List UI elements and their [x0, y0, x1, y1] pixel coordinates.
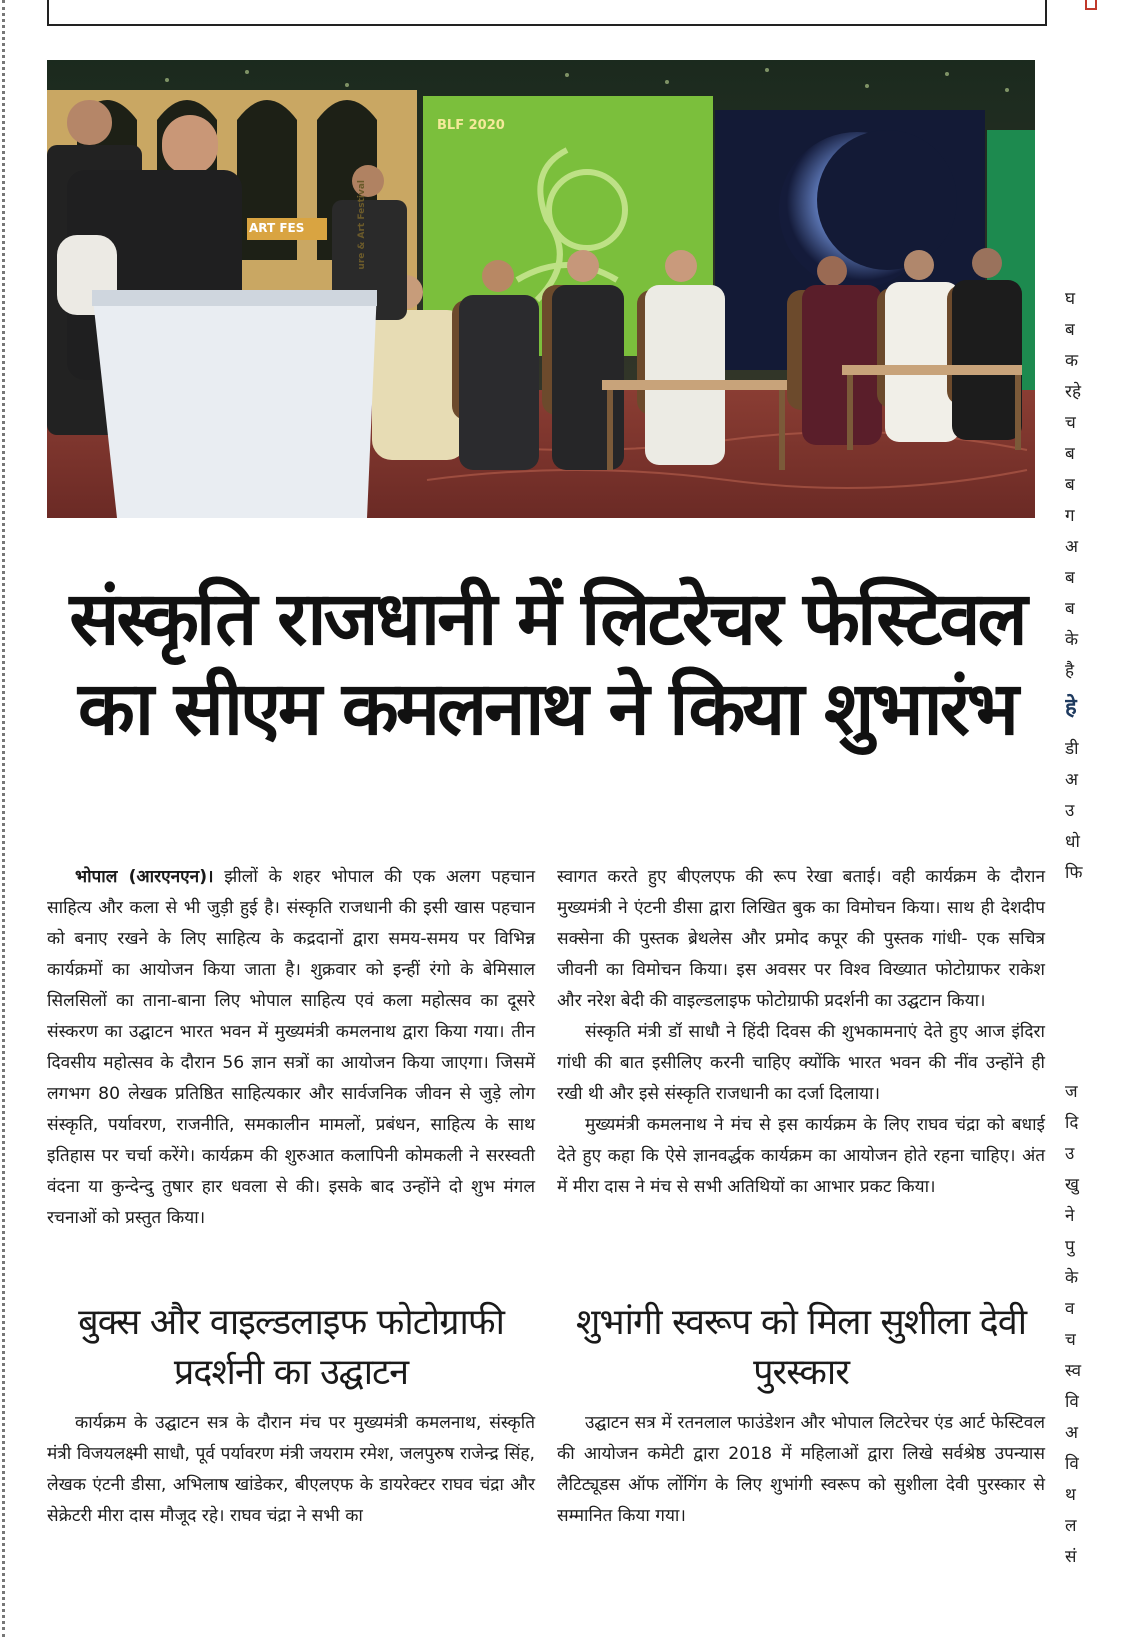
sliver-line: के — [1065, 1268, 1079, 1288]
sliver-line: ने — [1065, 1206, 1075, 1226]
sliver-line: वि — [1065, 1454, 1079, 1474]
sliver-line: अ — [1065, 537, 1078, 557]
article-paragraph — [47, 862, 535, 1234]
sliver-line: ब — [1065, 475, 1075, 495]
article-column-right-lower — [557, 1408, 1045, 1532]
article-paragraph: कार्यक्रम के उद्घाटन सत्र के दौरान मंच पर मुख्यमंत्री कमलनाथ, संस्कृति मंत्री विजयलक्ष्मी साधौ, पूर्व पर्यावरण मंत्री जयराम रमेश, जलपुरुष राजेन्द्र सिंह, लेखक एंटनी डीसा, अभिलाष खांडेकर, बीएलएफ के डायरेक्टर राघव चंद्रा और सेक्रेटरी मीरा दास मौजूद रहे। राघव चंद्रा ने सभी का — [47, 1413, 535, 1526]
article-column-right — [557, 862, 1045, 1203]
sliver-line: ग — [1065, 506, 1075, 526]
banner-text: BLF 2020 — [437, 118, 505, 133]
corner-mark — [1085, 0, 1097, 10]
page-margin-rule — [2, 0, 5, 1637]
sliver-line: ल — [1065, 1516, 1077, 1536]
photo-illustration — [47, 60, 1035, 518]
adjacent-column-heading: हे — [1065, 695, 1077, 720]
sliver-line: अ — [1065, 770, 1078, 790]
sliver-line: ब — [1065, 320, 1075, 340]
sliver-line: खु — [1065, 1175, 1079, 1195]
sliver-line: ब — [1065, 599, 1075, 619]
sliver-line: उ — [1065, 1144, 1075, 1164]
adjacent-column-top — [1065, 284, 1125, 687]
article-text: झीलों के शहर भोपाल की एक अलग पहचान साहित्य और कला से भी जुड़ी हुई है। संस्कृति राजधानी की इसी खास पहचान को बनाए रखने के लिए साहित्य के कद्रदानों द्वारा समय-समय पर विभिन्न कार्यक्रमों का आयोजन किया जाता है। शुक्रवार को इन्हीं रंगो के बेमिसाल सिलसिलों का ताना-बाना लिए भोपाल साहित्य एवं कला महोत्सव का दूसरे संस्करण का उद्घाटन भारत भवन में मुख्यमंत्री कमलनाथ द्वारा किया गया। तीन दिवसीय महोत्सव के दौरान 56 ज्ञान सत्रों का आयोजन किया जाएगा। जिसमें लगभग 80 लेखक प्रतिष्ठित साहित्यकार और सार्वजनिक जीवन से जुड़े लोग संस्कृति, पर्यावरण, राजनीति, समकालीन मामलों, प्रबंधन, साहित्य के साथ इतिहास पर चर्चा करेंगे। कार्यक्रम की शुरुआत कलापिनी कोमकली ने सरस्वती वंदना या कुन्देन्दु तुषार हार धवला से की। इसके बाद उन्होंने दो शुभ मंगल रचनाओं को प्रस्तुत किया। — [47, 867, 535, 1228]
headline-line-2: का सीएम कमलनाथ ने किया शुभारंभ — [78, 666, 1016, 752]
sliver-line: फि — [1065, 863, 1083, 883]
sliver-line: स्व — [1065, 1361, 1082, 1381]
sliver-line: रहे — [1065, 382, 1081, 402]
subheading-left: बुक्स और वाइल्डलाइफ फोटोग्राफी प्रदर्शनी का उद्घाटन — [78, 1302, 504, 1393]
sliver-line: च — [1065, 413, 1076, 433]
subheading-right: शुभांगी स्वरूप को मिला सुशीला देवी पुरस्कार — [575, 1302, 1027, 1393]
page-headline — [47, 574, 1047, 754]
article-column-left — [47, 862, 535, 1234]
sliver-line: वि — [1065, 1392, 1079, 1412]
adjacent-column-mid — [1065, 734, 1125, 889]
headline-line-1: संस्कृति राजधानी में लिटरेचर फेस्टिवल — [69, 576, 1025, 662]
sliver-line: दि — [1065, 1113, 1079, 1133]
sliver-line: है — [1065, 661, 1075, 681]
sliver-line: पु — [1065, 1237, 1075, 1257]
sliver-line: थ — [1065, 1485, 1076, 1505]
sliver-line: के — [1065, 630, 1079, 650]
dateline: भोपाल (आरएनएन)। — [75, 867, 214, 887]
sliver-line: डी — [1065, 739, 1079, 759]
article-paragraph: मुख्यमंत्री कमलनाथ ने मंच से इस कार्यक्रम के लिए राघव चंद्रा को बधाई देते हुए कहा कि ऐसे ज्ञानवर्द्धक कार्यक्रम का आयोजन होते रहना चाहिए। अंत में मीरा दास ने मंच से सभी अतिथियों का आभार प्रकट किया। — [557, 1115, 1045, 1197]
sliver-line: धो — [1065, 832, 1080, 852]
article-paragraph: स्वागत करते हुए बीएलएफ की रूप रेखा बताई। वही कार्यक्रम के दौरान मुख्यमंत्री ने एंटनी डीसा द्वारा लिखित बुक का विमोचन किया। साथ ही देशदीप सक्सेना की पुस्तक ब्रेथलेस और प्रमोद कपूर की पुस्तक गांधी- एक सचित्र जीवनी का विमोचन किया। इस अवसर पर विश्व विख्यात फोटोग्राफर राकेश और नरेश बेदी की वाइल्डलाइफ फोटोग्राफी प्रदर्शनी का उद्घटान किया। — [557, 867, 1045, 1011]
sliver-line: ब — [1065, 568, 1075, 588]
sliver-line: ज — [1065, 1082, 1078, 1102]
podium-sign-text: ART FES — [249, 221, 305, 235]
side-banner-text: ure & Art Festival — [357, 180, 367, 270]
sliver-line: ब — [1065, 444, 1075, 464]
sliver-line: अ — [1065, 1423, 1078, 1443]
adjacent-column-bottom — [1065, 1077, 1125, 1573]
sliver-line: क — [1065, 351, 1079, 371]
sliver-line: उ — [1065, 801, 1075, 821]
article-column-left-lower — [47, 1408, 535, 1532]
sliver-line: घ — [1065, 289, 1076, 309]
news-photo — [47, 60, 1035, 518]
article-paragraph: उद्घाटन सत्र में रतनलाल फाउंडेशन और भोपाल लिटरेचर एंड आर्ट फेस्टिवल की आयोजन कमेटी द्वारा 2018 में महिलाओं द्वारा लिखे सर्वश्रेष्ठ उपन्यास लैटिट्यूडस ऑफ लोंगिंग के लिए शुभांगी स्वरूप को सुशीला देवी पुरस्कार से सम्मानित किया गया। — [557, 1413, 1045, 1526]
sliver-line: सं — [1065, 1547, 1077, 1567]
sliver-line: व — [1065, 1299, 1075, 1319]
sliver-line: च — [1065, 1330, 1076, 1350]
article-paragraph: संस्कृति मंत्री डॉ साधौ ने हिंदी दिवस की शुभकामनाएं देते हुए आज इंदिरा गांधी की बात इसीलिए करनी चाहिए क्योंकि भारत भवन की नींव उन्होंने ही रखी थी और इसे संस्कृति राजधानी का दर्जा दिलाया। — [557, 1022, 1045, 1104]
previous-story-box — [47, 0, 1047, 26]
